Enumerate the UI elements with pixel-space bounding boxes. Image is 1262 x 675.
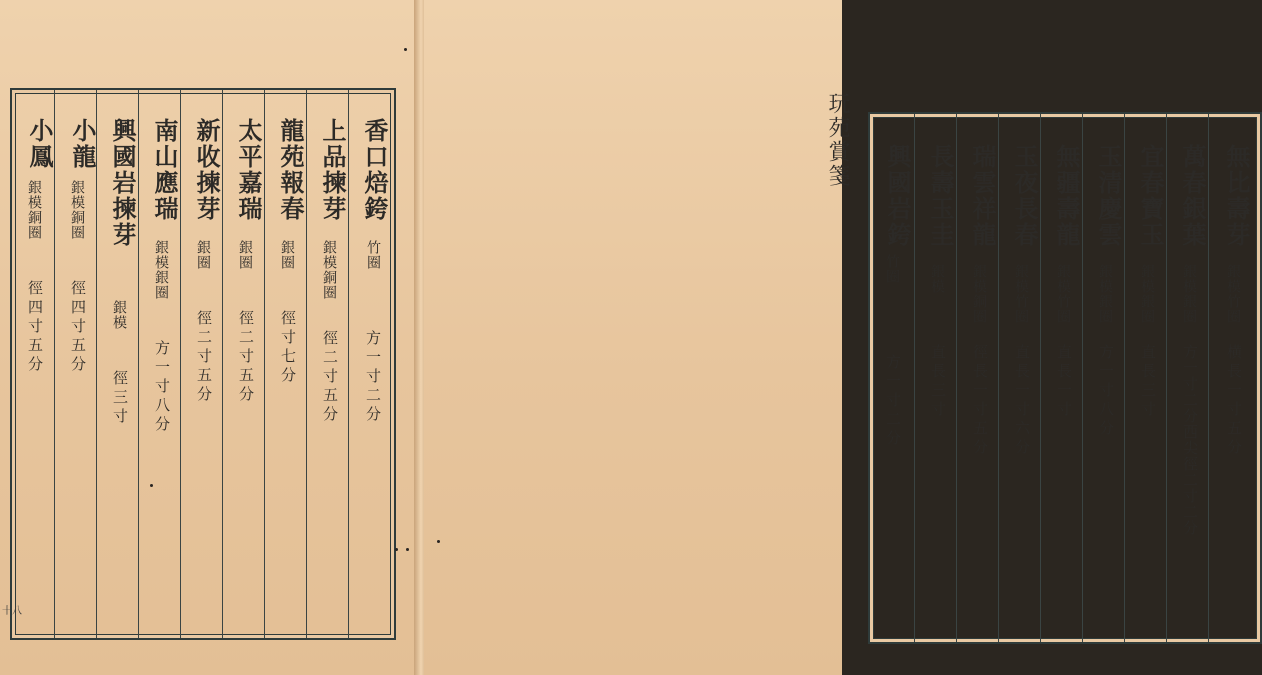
left-col-8-title: 小龍 [68,118,97,170]
left-col-7-note: 銀模 [111,300,127,330]
right-col-2 [1166,114,1209,642]
left-col-4-note: 銀圈 [237,240,253,270]
left-col-3-size: 徑寸七分 [279,310,297,386]
left-col-9-size: 徑四寸五分 [26,280,44,375]
left-col-7 [96,90,139,638]
right-col-4-size: 方一寸八分 [1097,344,1115,439]
left-col-6 [138,90,181,638]
right-col-1 [1208,114,1261,642]
right-col-5-title: 無疆壽龍 [1052,144,1081,248]
left-col-6-size: 方一寸八分 [153,340,171,435]
right-col-9-title: 興國岩銙 [883,144,912,248]
left-col-8 [54,90,97,638]
right-col-6 [998,114,1041,642]
right-col-6-title: 玉夜長春 [1010,144,1039,248]
right-page [424,0,1251,675]
left-col-5 [180,90,223,638]
left-col-9 [12,90,54,638]
right-col-3-size: 直長三寸 [1139,344,1157,420]
left-col-7-title: 興國岩揀芽 [108,118,137,248]
right-col-7-title: 瑞雲祥龍 [968,144,997,248]
right-col-1-title: 無比壽芽 [1222,144,1251,248]
right-col-3 [1124,114,1167,642]
left-col-9-note: 銀模銅圈 [26,180,42,240]
left-col-5-size: 徑二寸五分 [195,310,213,405]
right-header: 玩苑賞箋 [825,92,850,188]
left-col-2-note: 銀模銅圈 [321,240,337,300]
right-col-8-title: 長壽玉圭 [926,144,955,248]
left-col-3 [264,90,307,638]
right-col-2-title: 萬春銀葉 [1178,144,1207,248]
right-col-9-size: 方一寸二分 [884,354,902,449]
right-col-4-title: 玉清慶雲 [1094,144,1123,248]
right-col-2-note: 銀模銀圈 [1181,264,1197,324]
paper-speck [404,48,407,51]
left-page-frame [10,88,396,640]
right-col-4 [1082,114,1125,642]
right-col-9-note: 竹圈 [884,254,900,284]
left-col-6-note: 銀模銀圈 [153,240,169,300]
left-col-2-title: 上品揀芽 [318,118,347,222]
right-col-5-size: 直長一寸 [1055,344,1073,420]
left-col-2-size: 徑二寸五分 [321,330,339,425]
left-col-4-size: 徑二寸五分 [237,310,255,405]
right-col-7-size: 徑長一寸五分 [971,344,989,458]
left-col-2 [306,90,349,638]
right-col-6-size: 直長一寸六分 [1013,344,1031,458]
left-page [0,0,418,675]
right-col-8-size: 直長三寸 [929,344,947,420]
right-col-3-title: 宜春寶玉 [1136,144,1165,248]
right-col-3-note: 銀模銀圈 [1139,264,1155,324]
right-col-7 [956,114,999,642]
right-page-frame [868,112,1262,644]
left-col-8-size: 徑四寸五分 [69,280,87,375]
left-folio: 十八 [2,606,22,617]
right-col-7-note: 銀模銅圈 [971,264,987,324]
right-col-2-size: 方一寸二分西尖徑二寸二分 [1181,344,1199,536]
left-col-1-note: 竹圈 [365,240,381,270]
left-col-5-note: 銀圈 [195,240,211,270]
left-col-4 [222,90,265,638]
left-col-3-title: 龍苑報春 [276,118,305,222]
left-col-4-title: 太平嘉瑞 [234,118,263,222]
left-col-6-title: 南山應瑞 [150,118,179,222]
paper-speck [395,548,398,551]
right-col-1-size: 横長一寸五分 [1225,344,1243,458]
left-col-7-size: 徑三寸 [111,370,129,427]
right-col-1-note: 銀模竹圈 [1225,264,1241,324]
paper-speck [150,484,153,487]
left-col-1 [348,90,395,638]
right-col-9 [870,114,914,642]
right-col-8 [914,114,957,642]
right-col-6-note: 銀模竹圈 [1013,264,1029,324]
left-col-8-note: 銀模銅圈 [69,180,85,240]
paper-speck [406,548,409,551]
right-col-5-note: 銀模竹圈 [1055,264,1071,324]
right-col-4-note: 銀模銀圈 [1097,264,1113,324]
right-col-5 [1040,114,1083,642]
left-col-5-title: 新收揀芽 [192,118,221,222]
left-col-9-title: 小鳳 [25,118,54,170]
left-col-1-size: 方一寸二分 [364,330,382,425]
right-col-8-note: 銀模 [929,264,945,294]
left-col-3-note: 銀圈 [279,240,295,270]
left-col-1-title: 香口焙銙 [360,118,389,222]
paper-speck [437,540,440,543]
